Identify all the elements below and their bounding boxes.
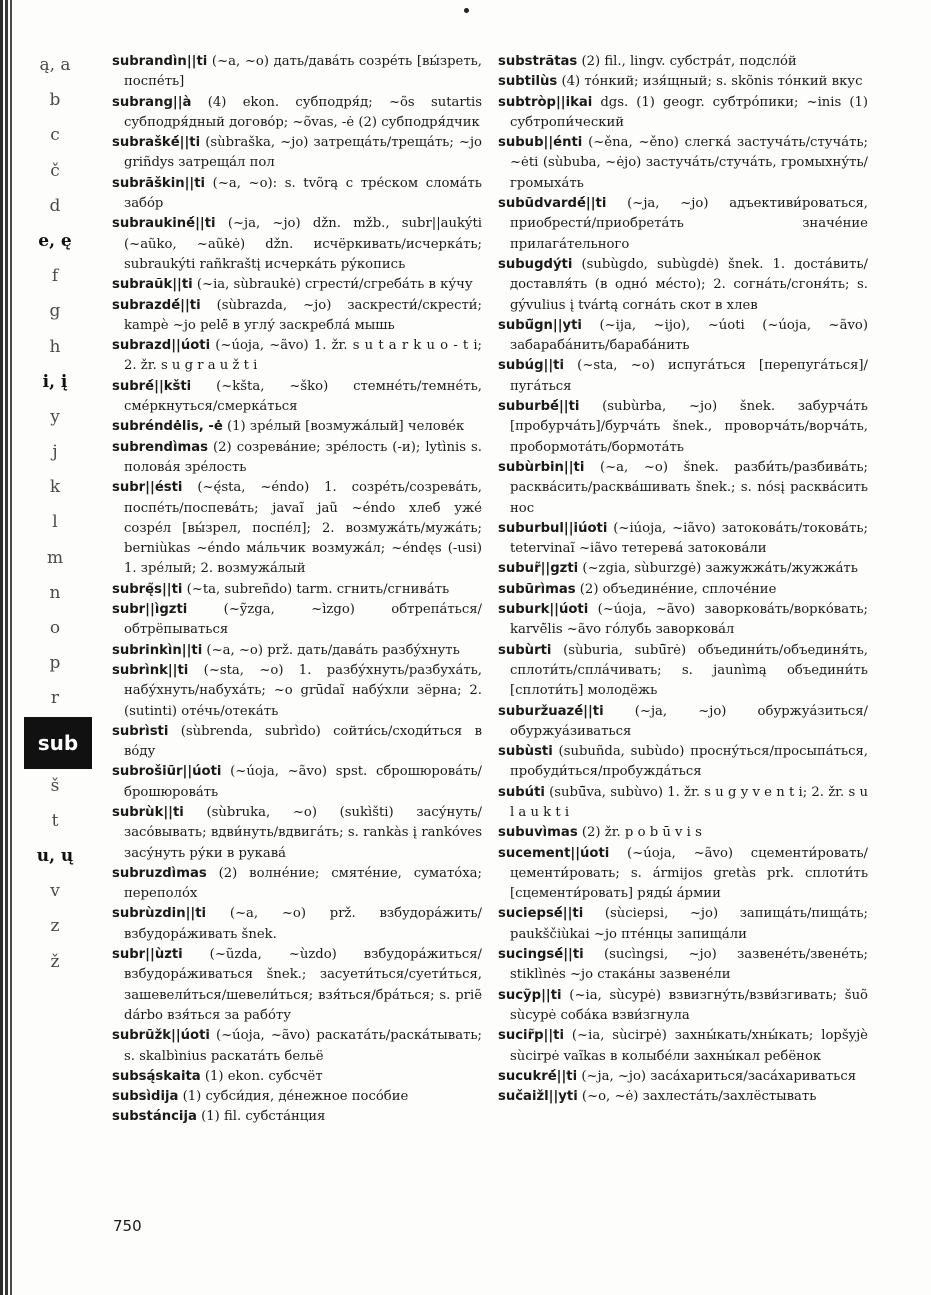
dictionary-entry [498,823,868,843]
entry-headword: subúti [498,784,545,800]
thumb-index-tab: š [50,775,60,796]
page-number: 750 [113,1217,142,1235]
entry-headword: subsą́skaita [112,1068,201,1084]
entry-headword: subrìnk||ti [112,662,189,678]
thumb-index-tab: ą, a [39,55,71,75]
dictionary-entry [498,52,868,72]
entry-headword: sucir̃p||ti [498,1028,564,1044]
thumb-index-tab: sub [24,717,92,769]
entry-definition: (~úoja, ~ãvo) 1. žr. s u t a r k u o - t i; 2. žr. s u g r a u ž t i [124,338,482,374]
entry-definition: (~ia, sùcypė) взвизгну́ть/взви́згивать; šuõ sùcypė собáка взви́згнула [510,987,868,1023]
entry-headword: subraškė́||ti [112,135,201,151]
entry-definition: (~úoja, ~ãvo) заворковáть/воркóвать; karvė̃lis ~ãvo гóлубь заворковáл [510,602,868,638]
dictionary-entry [498,519,868,560]
entry-headword: sucement||úoti [498,845,610,861]
entry-definition: (1) fil. субстáнция [196,1109,326,1125]
entry-definition: (sùbruka, ~o) (sukìšti) засу́нуть/засóвывать; вдви́нуть/вдвигáть; s. rankàs į rankóves засу́нуть ру́ки в рукавá [124,804,482,861]
thumb-index-tab: l [52,512,58,533]
thumb-index-tab: t [51,810,59,831]
thumb-index-tab: f [51,266,59,287]
entry-definition: (~ę́sta, ~éndo) 1. созрéть/созревáть, поспéть/поспевáть; javaĩ jaũ ~éndo хлеб ужé созрéл [вы́зрел, поспéл]; 2. возмужáть/мужáть; berniùkas ~éndo мáльчик возмужáл; ~éndęs (-usi) 1. зрéлый; 2. возмужáлый [124,480,482,577]
entry-headword: subur̃||gzti [498,561,579,577]
dictionary-entry [498,945,868,986]
entry-definition: (2) žr. p o b ū v i s [577,825,702,841]
thumb-index-tab: p [49,653,61,674]
dictionary-entry [112,478,482,579]
entry-headword: subùrbin||ti [498,459,585,475]
entry-definition: (~ja, ~jo) засáхариться/засáхариваться [577,1068,857,1084]
dictionary-entry [498,702,868,743]
dictionary-entry [112,1087,482,1107]
dictionary-entry [498,93,868,134]
dictionary-entry [498,742,868,783]
entry-definition: (subuñda, subùdo) просну́ться/просыпáться, пробуди́ться/пробуждáться [510,744,868,780]
thumb-index-tab: u, ų [36,845,74,866]
dictionary-entry [498,844,868,905]
entry-headword: subrę̃s||ti [112,581,183,597]
entry-definition: (subùrba, ~jo) šnek. забурчáть [пробурчáть]/бурчáть šnek., проворчáть/ворчáть, пробормотáть/бормотáть [510,399,868,455]
entry-headword: subrė́||kšti [112,378,192,394]
dictionary-entry [498,1067,868,1087]
entry-definition: (~ta, subreñdo) tarm. сгнить/сгнивáть [182,581,450,597]
dictionary-entry [498,580,868,600]
dictionary-entry [498,194,868,255]
entry-headword: suburbė́||ti [498,399,580,415]
dictionary-entry [112,174,482,215]
entry-definition: (~ija, ~ijo), ~úoti (~úoja, ~ãvo) забарабáнить/барабáнить [510,317,868,354]
entry-headword: subùsti [498,744,553,760]
thumb-index [24,48,86,1208]
right-column [498,52,868,1107]
entry-definition: (1) зрéлый [возмужáлый] человéк [222,419,465,435]
dictionary-entry [112,296,482,337]
thumb-index-tab: e, ę [38,230,72,251]
dictionary-entry [112,133,482,174]
entry-headword: subū̃gn||yti [498,317,582,333]
thumb-index-tab: i, į [42,371,68,392]
thumb-index-tab: č [50,160,60,181]
dictionary-entry [112,336,482,377]
dictionary-entry [498,783,868,824]
entry-headword: subrūžk||úoti [112,1028,210,1044]
entry-headword: subrazd||úoti [112,338,211,354]
entry-headword: subrìsti [112,723,169,739]
thumb-index-tab: y [50,406,60,427]
entry-headword: subugdýti [498,256,573,272]
dictionary-entry [112,722,482,763]
entry-headword: subsìdija [112,1089,179,1105]
thumb-index-tab: k [49,477,61,498]
entry-headword: subrinkìn||ti [112,642,203,658]
dictionary-entry [112,93,482,134]
print-mark [464,8,469,13]
dictionary-entry [112,803,482,864]
dictionary-entry [498,600,868,641]
dictionary-entry [498,986,868,1027]
entry-headword: subr||ùzti [112,947,183,963]
entry-definition: (2) созревáние; зрéлость (-и); lytìnis s. половáя зрéлость [124,439,482,475]
dictionary-entry [112,417,482,437]
dictionary-entry [498,133,868,194]
entry-headword: suciepsė́||ti [498,906,584,922]
entry-definition: (~a, ~o) prž. взбудорáжить/взбудорáживать šnek. [124,906,482,942]
thumb-index-tab: z [50,916,60,937]
entry-headword: subraukinė́||ti [112,216,216,232]
entry-definition: (1) субси́дия, дéнежное посóбие [178,1089,409,1105]
dictionary-entry [112,661,482,722]
left-column [112,52,482,1128]
dictionary-entry [498,559,868,579]
dictionary-entry [112,1107,482,1127]
entry-headword: suburbul||iúoti [498,520,608,536]
thumb-index-tab: m [46,547,64,568]
entry-headword: subūrìmas [498,581,576,597]
dictionary-entry [112,904,482,945]
entry-headword: subrāškin||ti [112,175,206,191]
entry-headword: subùrti [498,642,552,658]
dictionary-entry [112,377,482,418]
entry-definition: dgs. (1) geogr. субтрóпики; ~inis (1) субтропи́ческий [510,94,868,130]
dictionary-entry [112,1026,482,1067]
entry-definition: (~ỹzga, ~ìzgo) обтрепáться/обтрёпываться [124,602,482,638]
thumb-index-tab: o [49,618,61,638]
entry-definition: (sùciepsi, ~jo) запищáть/пищáть; paukščiùkai ~jo птéнцы запищáли [510,906,868,942]
dictionary-entry [112,762,482,803]
entry-headword: substáncija [112,1109,197,1125]
thumb-index-tab: n [49,582,61,603]
dictionary-entry [498,1087,868,1107]
dictionary-entry [498,641,868,702]
entry-headword: subruzdìmas [112,865,207,881]
dictionary-entry [112,945,482,1026]
entry-definition: (4) ekon. субподря́д; ~õs sutartis субподря́дный договóр; ~õvas, -ė (2) субподря́дчик [124,94,482,130]
entry-definition: (sùbraška, ~jo) затрещáть/трещáть; ~jo griñdys затрещáл пол [124,135,482,171]
entry-headword: subub||énti [498,135,583,151]
dictionary-entry [112,275,482,295]
entry-headword: substrãtas [498,54,578,69]
entry-definition: (~ja, ~jo) обуржуáзиться/обуржуáзиваться [510,703,868,739]
dictionary-entry [498,255,868,316]
entry-definition: (~ja, ~jo) адъективи́роваться, приобрести́/приобретáть значéние прилагáтельного [510,196,868,252]
page-edge-shadow [0,0,18,1295]
entry-definition: (~ěna, ~ěno) слегкá застучáть/стучáть; ~ėti (sùbuba, ~ėjo) застучáть/стучáть, громыхну́ть/громыхáть [510,135,868,191]
entry-headword: subtilùs [498,74,558,90]
entry-definition: (subùgdo, subùgdė) šnek. 1. достáвить/доставля́ть (в однó мéсто); 2. согнáть/сгоня́ть; s. gývulius į tvártą согнáть скот в хлев [510,256,868,313]
dictionary-entry [112,864,482,905]
thumb-index-tab: r [50,688,60,709]
entry-definition: (2) объединéние, сплочéние [575,581,777,597]
dictionary-entry [498,72,868,92]
dictionary-entry [112,52,482,93]
entry-headword: suburk||úoti [498,602,589,618]
entry-headword: suburžuazė́||ti [498,703,604,719]
entry-definition: (sucìngsi, ~jo) зазвенéть/звенéть; stiklìnės ~jo стакáны зазвенéли [510,947,868,983]
dictionary-entry [112,214,482,275]
entry-definition: (~úoja, ~ãvo) раскатáть/раскáтывать; s. skalbìnius раскатáть бельё [124,1028,482,1064]
thumb-index-tab: c [50,125,60,146]
entry-headword: subrazdė́||ti [112,297,201,313]
thumb-index-tab: v [50,881,60,902]
entry-headword: subr||ìgzti [112,602,188,618]
dictionary-entry [498,397,868,458]
entry-headword: sucỹp||ti [498,987,562,1003]
entry-headword: subrendìmas [112,439,208,455]
entry-definition: (~úoja, ~ãvo) spst. сброшюровáть/брошюровáть [124,764,482,800]
entry-definition: (sùburia, subū̃rė) объедини́ть/объединя́ть, сплоти́ть/сплáчивать; s. jaunìmą объедини́ть [сплоти́ть] молодёжь [510,642,868,699]
entry-definition: (~ja, ~jo) džn. mžb., subr||aukýti (~aũko, ~aũkė) džn. исчёркивать/исчеркáть; subraukýti rañkraštį исчеркáть ру́копись [124,216,482,272]
thumb-index-tab: g [49,301,61,322]
entry-headword: subrùzdin||ti [112,906,207,922]
entry-definition: (~ũzda, ~ùzdo) взбудорáжиться/взбудорáживаться šnek.; засуети́ться/суети́ться, зашевели́ться/шевели́ться; взя́ться/брáться; s. priẽ dárbo взя́ться за рабóту [124,947,482,1023]
entry-headword: subrang||à [112,94,192,110]
entry-definition: (4) тóнкий; изя́щный; s. skõnis тóнкий вкус [557,74,863,90]
dictionary-entry [498,904,868,945]
entry-definition: (~ia, sùbraukė) сгрести́/сгребáть в ку́чу [192,277,473,293]
dictionary-entry [112,580,482,600]
entry-definition: (~úoja, ~ãvo) сцементи́ровать/цементи́ровать; s. ármijos gretàs prk. сплоти́ть [сцементи́ровать] ряды́ áрмии [510,845,868,902]
thumb-index-tab: d [49,195,61,216]
entry-headword: subraũk||ti [112,277,193,293]
entry-definition: (~a, ~o) šnek. разби́ть/разбивáть; расквáсить/расквáшивать šnek.; s. nósį расквáсить нос [510,459,868,516]
dictionary-entry [112,600,482,641]
entry-definition: (~kšta, ~ško) стемнéть/темнéть, смéркнуться/смеркáться [124,378,482,415]
entry-definition: (2) fil., lingv. субстрáт, подслóй [577,54,797,69]
entry-definition: (~o, ~ė) захлестáть/захлёстывать [577,1089,817,1105]
entry-headword: subuvìmas [498,825,578,841]
entry-definition: (sùbrenda, subrìdo) сойти́сь/сходи́ться в вóду [124,723,482,760]
entry-headword: subrošiūr||úoti [112,764,222,780]
entry-definition: (~a, ~o): s. tvõrą с тре́ском сломáть забóр [124,175,482,212]
entry-headword: sucingsė́||ti [498,947,584,963]
entry-headword: sucukrė́||ti [498,1068,578,1084]
thumb-index-tab: b [49,90,61,111]
entry-headword: subtròp||ikai [498,94,593,110]
entry-headword: subrùk||ti [112,804,184,820]
dictionary-entry [498,1026,868,1067]
entry-definition: (1) ekon. субсчёт [200,1068,323,1084]
dictionary-entry [112,438,482,479]
entry-definition: (subū̃va, subùvo) 1. žr. s u g y v e n t i; 2. žr. s u l a u k t i [510,784,868,820]
entry-definition: (~sta, ~o) испугáться [перепугáться]/пугáться [510,358,868,394]
entry-definition: (~sta, ~o) 1. разбу́хнуть/разбухáть, набу́хнуть/набухáть; ~o grūdaĩ набу́хли зёрна; 2. (sutinti) отéчь/отекáть [124,662,482,719]
entry-definition: (sùbrazda, ~jo) заскрести́/скрести́; kampè ~jo pelė̃ в углу́ заскреблá мышь [124,297,482,333]
entry-headword: sučaižl||yti [498,1089,578,1105]
entry-definition: (~ia, sùcirpė) захны́кать/хны́кать; lopšyjè sùcirpė vaĩkas в колыбéли захны́кал ребёнок [510,1028,868,1064]
entry-definition: (~a, ~o) prž. дать/давáть разбу́хнуть [202,642,460,658]
dictionary-entry [498,458,868,519]
thumb-index-tab: h [49,336,61,357]
dictionary-entry [112,641,482,661]
thumb-index-tab: ž [50,951,60,972]
entry-definition: (~iúoja, ~iãvo) затоковáть/токовáть; tetervinaĩ ~iãvo тетеревá затоковáли [510,520,868,557]
thumb-index-tab: j [52,442,58,463]
dictionary-entry [498,356,868,397]
entry-headword: subr||ésti [112,480,183,496]
entry-definition: (2) волнéние; смятéние, суматóха; переполóх [124,865,482,902]
entry-headword: subrandìn||ti [112,54,208,69]
entry-definition: (~zgia, sùburzgė) зажужжáть/жужжáть [578,561,858,577]
entry-headword: subúg||ti [498,358,564,374]
dictionary-entry [498,316,868,357]
entry-headword: subréndėlis, -ė [112,419,223,435]
dictionary-entry [112,1067,482,1087]
entry-headword: subūdvardė́||ti [498,196,607,212]
entry-definition: (~a, ~o) дать/давáть созрéть [вы́зреть, поспéть] [124,54,482,90]
